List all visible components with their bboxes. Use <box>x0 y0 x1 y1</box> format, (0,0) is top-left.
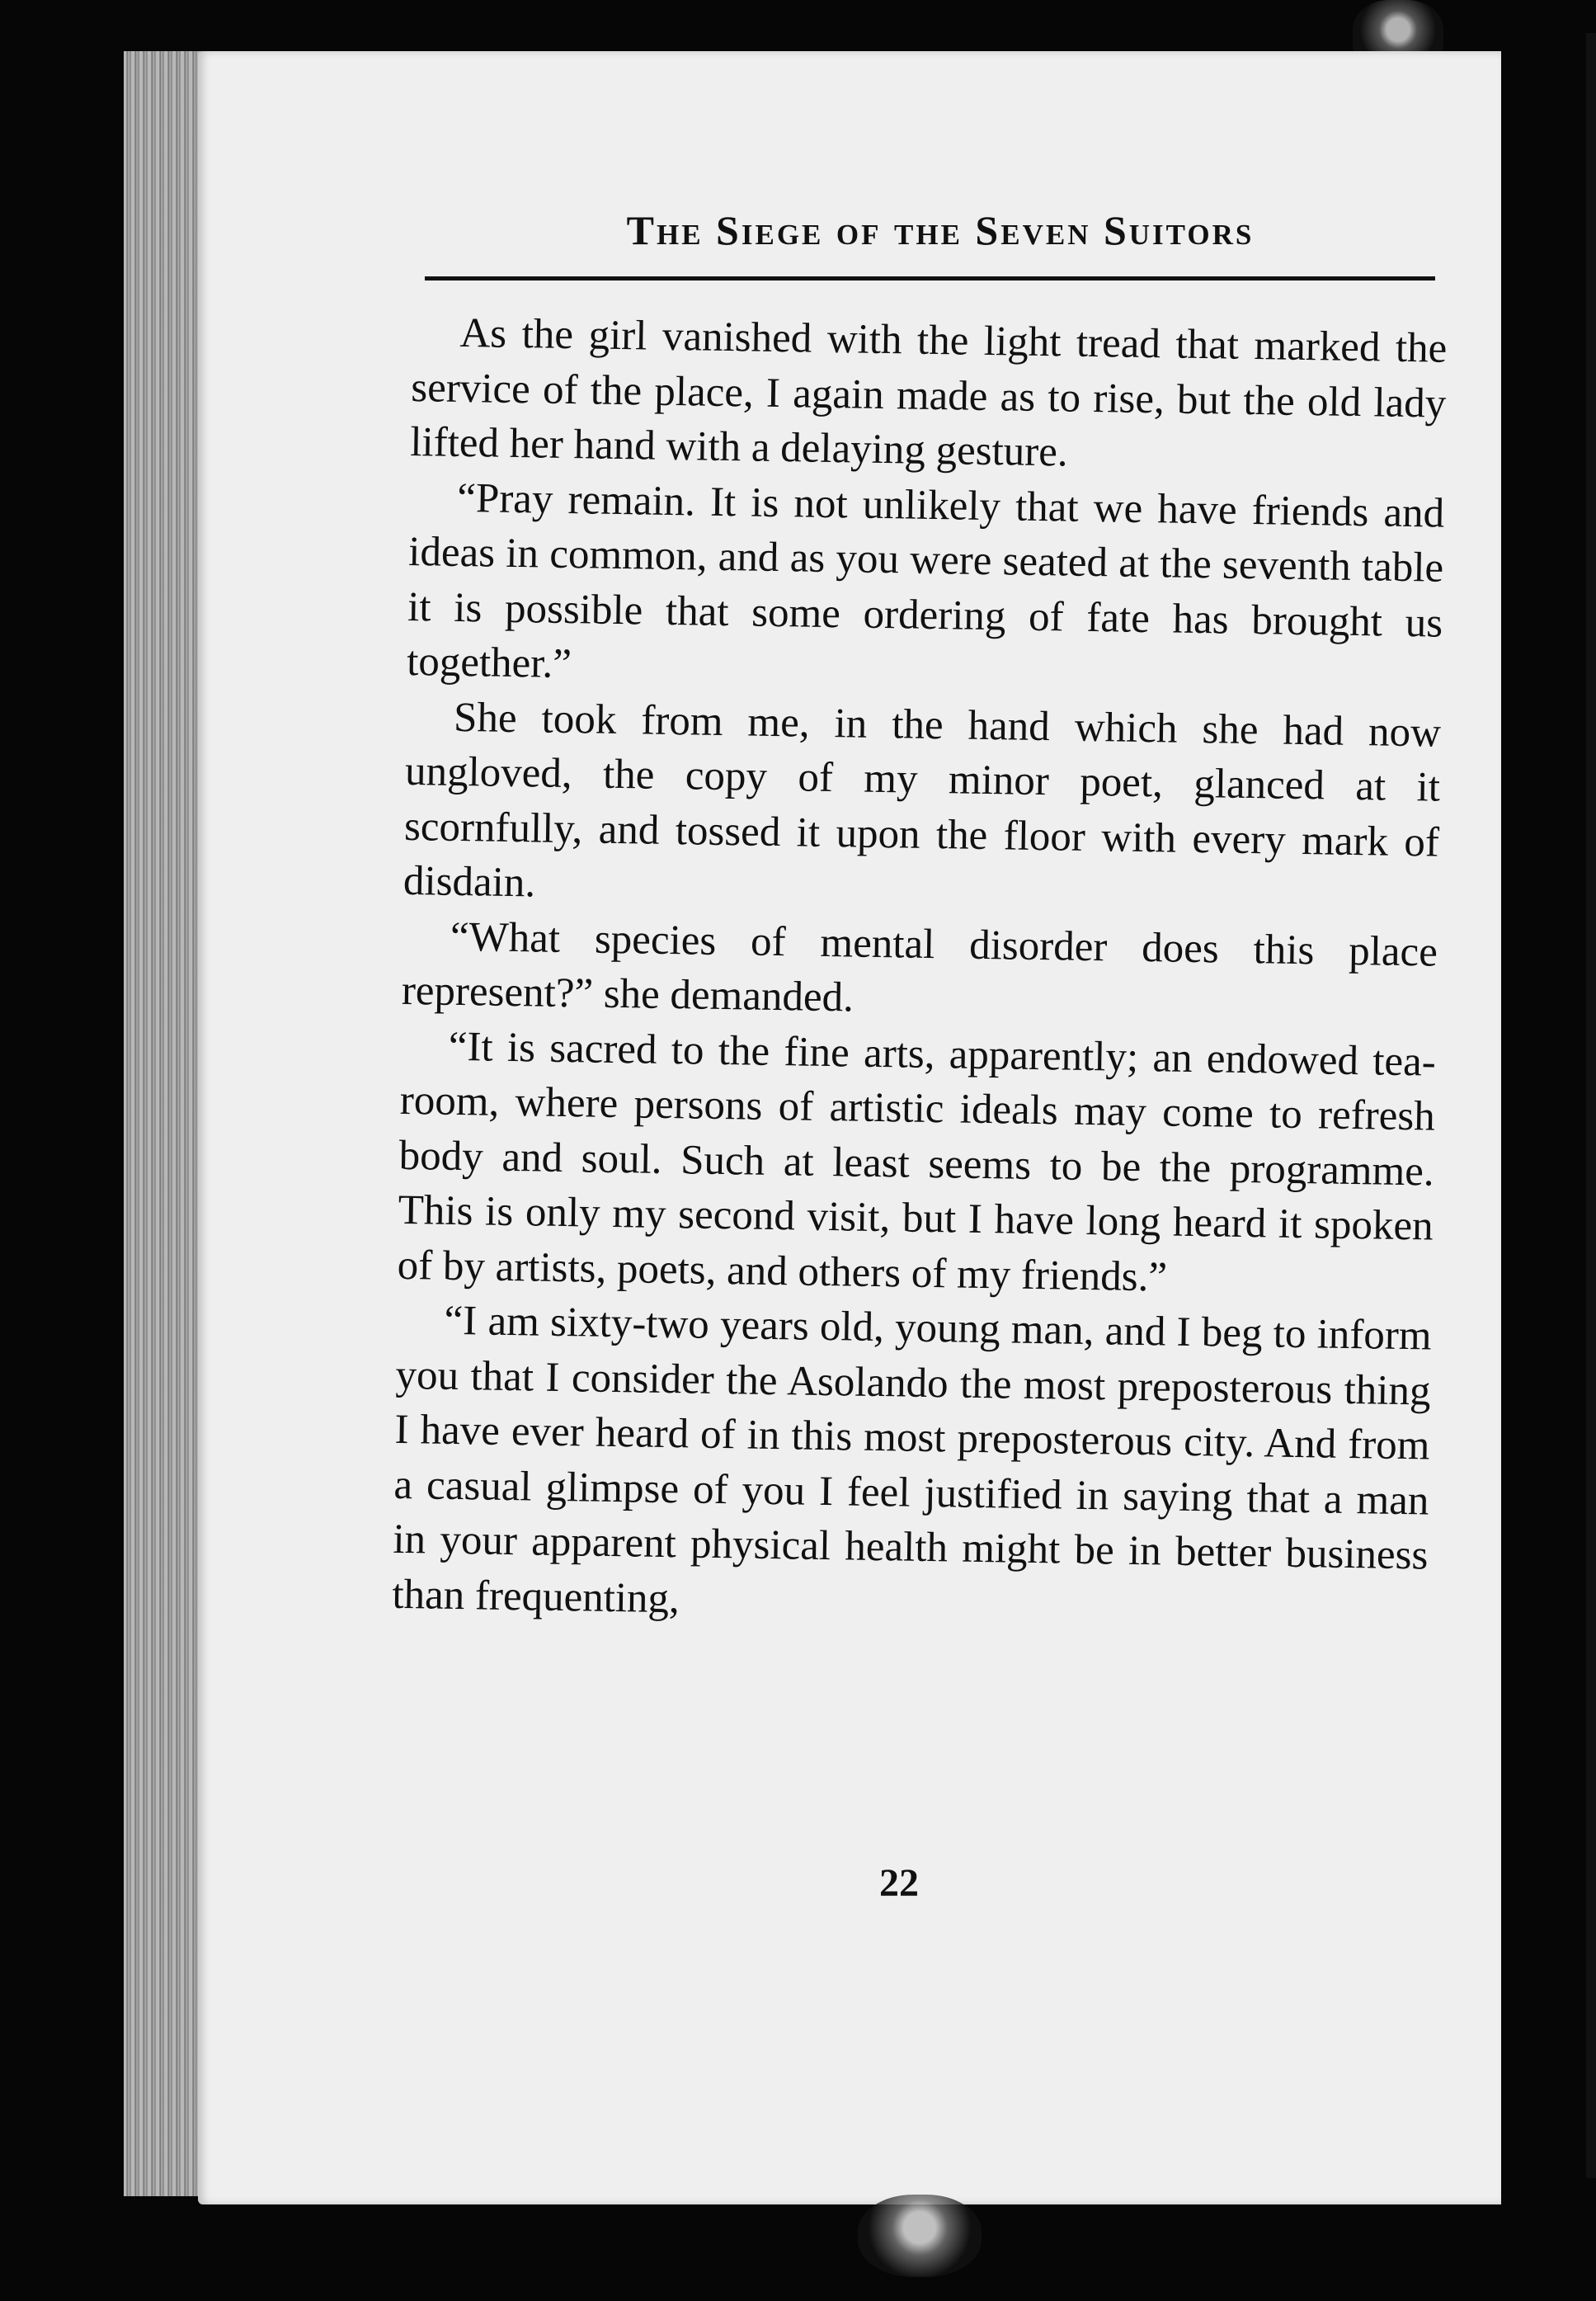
paragraph-3: She took from me, in the hand which she had now ungloved, the copy of my minor poet, glanced at it scornfully, and tossed it upon the floor with every mark of disdain. <box>403 694 1442 907</box>
page-body <box>392 305 1448 1639</box>
running-header: The Siege of the Seven Suitors <box>626 207 1255 253</box>
page-number: 22 <box>879 1861 919 1905</box>
paragraph-4: “What species of mental disorder does this place represent?” she demanded. <box>401 913 1438 1021</box>
paragraph-1: As the girl vanished with the light tread that marked the service of the place, I again made as to rise, but the old lady lifted her hand with a delaying gesture. <box>409 309 1448 476</box>
right-page-edge <box>1586 33 1596 2178</box>
scan-artifact-bottom <box>858 2195 982 2277</box>
header-rule <box>425 276 1435 281</box>
paragraph-2: “Pray remain. It is not unlikely that we have friends and ideas in common, and as you were seated at the seventh table it is possible that some ordering of fate has brought us together.” <box>406 474 1445 688</box>
paragraph-5: “It is sacred to the fine arts, apparently; an endowed tea-room, where persons of artistic ideals may come to refresh body and soul. Such at least seems to be the programme. This is only my second visit, but I have long heard it spoken of by artists, poets, and others of my friends.” <box>397 1023 1437 1301</box>
paragraph-6: “I am sixty-two years old, young man, and I beg to inform you that I consider the Asolando the most preposterous thing I have ever heard of in this most preposterous city. And from a casual glimpse of you I feel justified in saying that a man in your apparent physical health might be in better business than frequenting, <box>392 1297 1432 1622</box>
